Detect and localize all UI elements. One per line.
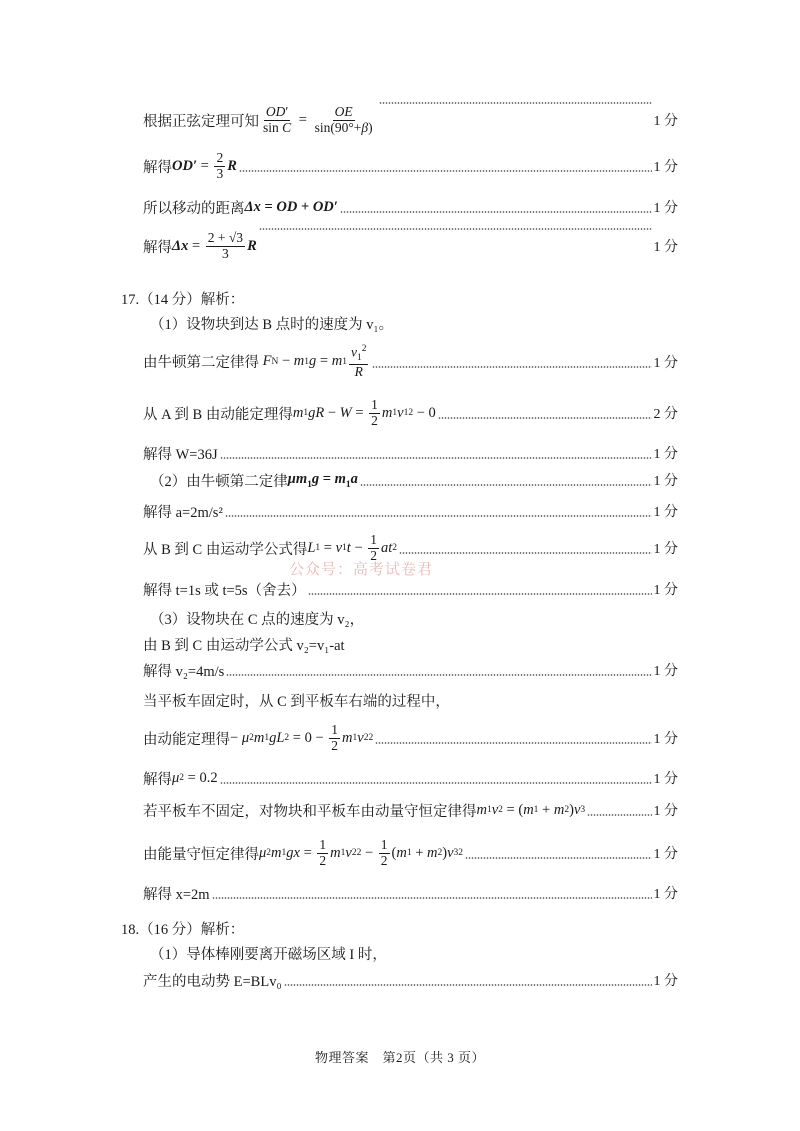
a-result-label: 解得 a=2m/s² [143, 504, 223, 521]
distance-line: 所以移动的距离 Δx = OD + OD′ 1 分 [143, 198, 678, 217]
energy-conservation-label: 由能量守恒定律得 [143, 846, 259, 863]
score-label: 1 分 [653, 804, 678, 819]
w-result-label: 解得 W=36J [143, 446, 218, 463]
fixed-energy-label: 由动能定理得 [143, 731, 230, 748]
mu2-result-label: 解得 [143, 771, 172, 788]
score-label: 1 分 [653, 583, 678, 598]
distance-label: 所以移动的距离 [143, 200, 245, 217]
q17-part2-newton-line: （2）由牛顿第二定律 $\mu m_1g = m_1a$ 1 分 [150, 470, 678, 490]
kinematics-label: 从 B 到 C 由运动学公式得 [143, 541, 308, 558]
momentum-label: 若平板车不固定，对物块和平板车由动量守恒定律得 [143, 803, 477, 820]
score-label: 1 分 [653, 114, 678, 129]
score-label: 1 分 [653, 974, 678, 989]
q17-newton-line: 由牛顿第二定律得 F N − m 1 g = m 1 $\frac{v_1^2}{R}$ 1 分 [143, 343, 678, 379]
q18-emf-line [143, 963, 678, 997]
score-label: 1 分 [653, 847, 678, 862]
q17-fixed-energy-line: 由动能定理得 − μ 2 m 1 gL 2 = 0 − $\frac{1}{2}$ m 1 v 2 2 1 分 [143, 722, 678, 753]
dot-leader [399, 552, 651, 554]
watermark-text: 公众号：高考试卷君 [289, 562, 434, 578]
newton-label: 由牛顿第二定律得 [143, 355, 259, 372]
score-label: 1 分 [653, 356, 678, 371]
q17-energy-conservation-line: 由能量守恒定律得 μ 2 m 1 gx = $\frac{1}{2}$ m 1 v 2 2 − $\frac{1}{2}$ ( m 1 + m 2 ) v 3 2 1 分 [143, 837, 678, 868]
x-result-label: 解得 x=2m [143, 886, 210, 903]
score-label: 1 分 [653, 542, 678, 557]
q17-v2-result-line [143, 653, 678, 687]
score-label: 1 分 [653, 887, 678, 902]
dot-leader [220, 782, 652, 784]
dot-leader [284, 984, 652, 986]
dot-leader [587, 814, 651, 816]
dot-leader [212, 897, 652, 899]
dot-leader [220, 457, 652, 459]
q17-part3-intro: （3）设物块在 C 点的速度为 v₂， [150, 612, 365, 628]
score-label: 1 分 [653, 505, 678, 520]
q17-energy-line: 从 A 到 B 由动能定理得 m 1 gR − W = $\frac{1}{2}$ m 1 v 1 2 − 0 2 分 [143, 397, 678, 428]
result-label: 解得 [143, 159, 172, 176]
emf-label: 产生的电动势 E=BLv₀ [143, 973, 282, 990]
formula-oe-over-sin: $\frac{OE}{\sin(90^\circ+\beta)}$ [314, 104, 373, 135]
q17-fixed-cart-text: 当平板车固定时，从 C 到平板车右端的过程中， [143, 694, 450, 710]
q17-x-result-line [143, 876, 678, 910]
part2-label: （2）由牛顿第二定律 [150, 473, 288, 490]
q17-kinematics-line: 从 B 到 C 由运动学公式得 L 1 = v 1 t − $\frac{1}{2}$ at 2 1 分 [143, 532, 678, 563]
sine-rule-line: 根据正弦定理可知 $\frac{OD'}{\text{sin C}}$ = $\frac{OE}{\sin(90^\circ+\beta)}$ 1 分 [143, 100, 678, 140]
dot-leader [308, 593, 652, 595]
q17-header: 17.（14 分）解析： [121, 292, 245, 308]
od-prime-result-line: 解得 OD′ = $\frac{2}{3}$ R 1 分 [143, 150, 678, 181]
t-result-label: 解得 t=1s 或 t=5s（舍去） [143, 582, 306, 599]
score-label: 1 分 [653, 732, 678, 747]
q18-part1-intro: （1）导体棒刚要离开磁场区域 I 时， [150, 947, 387, 963]
dot-leader [375, 742, 651, 744]
page-footer: 物理答案 第2页（共 3 页） [314, 1050, 485, 1065]
dot-leader [438, 417, 652, 419]
score-label: 1 分 [653, 240, 678, 255]
dot-leader [340, 211, 652, 213]
dot-leader [360, 484, 652, 486]
v2-result-label: 解得 v₂=4m/s [143, 663, 225, 680]
score-label: 1 分 [653, 447, 678, 462]
q17-a-result-line [143, 494, 678, 528]
q18-header: 18.（16 分）解析： [121, 922, 245, 938]
score-label: 1 分 [653, 772, 678, 787]
score-label: 1 分 [653, 201, 678, 216]
score-label: 2 分 [653, 407, 678, 422]
sine-rule-label: 根据正弦定理可知 [143, 113, 259, 130]
q17-momentum-line: 若平板车不固定，对物块和平板车由动量守恒定律得 m 1 v 2 = ( m 1 + m 2 ) v 3 1 分 [143, 801, 678, 820]
dot-leader [225, 515, 652, 517]
dot-leader [226, 674, 651, 676]
distance-result-line: 解得 Δx = $\frac{2 + √3}{3}$ R 1 分 [143, 226, 678, 266]
dot-leader [259, 228, 652, 230]
formula-od-prime-over-sinc: $\frac{OD'}{\text{sin C}}$ [263, 104, 292, 135]
score-label: 1 分 [653, 160, 678, 175]
q17-mu2-result-line: 解得 μ 2 = 0.2 1 分 [143, 769, 678, 788]
dot-leader [379, 102, 652, 104]
q17-part1-intro: （1）设物块到达 B 点时的速度为 v₁。 [150, 317, 394, 333]
dot-leader [372, 366, 651, 368]
score-label: 1 分 [653, 664, 678, 679]
q17-part3-formula: 由 B 到 C 由运动学公式 v₂=v₁-at [143, 638, 345, 654]
energy-label: 从 A 到 B 由动能定理得 [143, 406, 293, 423]
dot-leader [239, 170, 652, 172]
score-label: 1 分 [653, 474, 678, 489]
result-label: 解得 [143, 239, 172, 256]
dot-leader [465, 857, 651, 859]
